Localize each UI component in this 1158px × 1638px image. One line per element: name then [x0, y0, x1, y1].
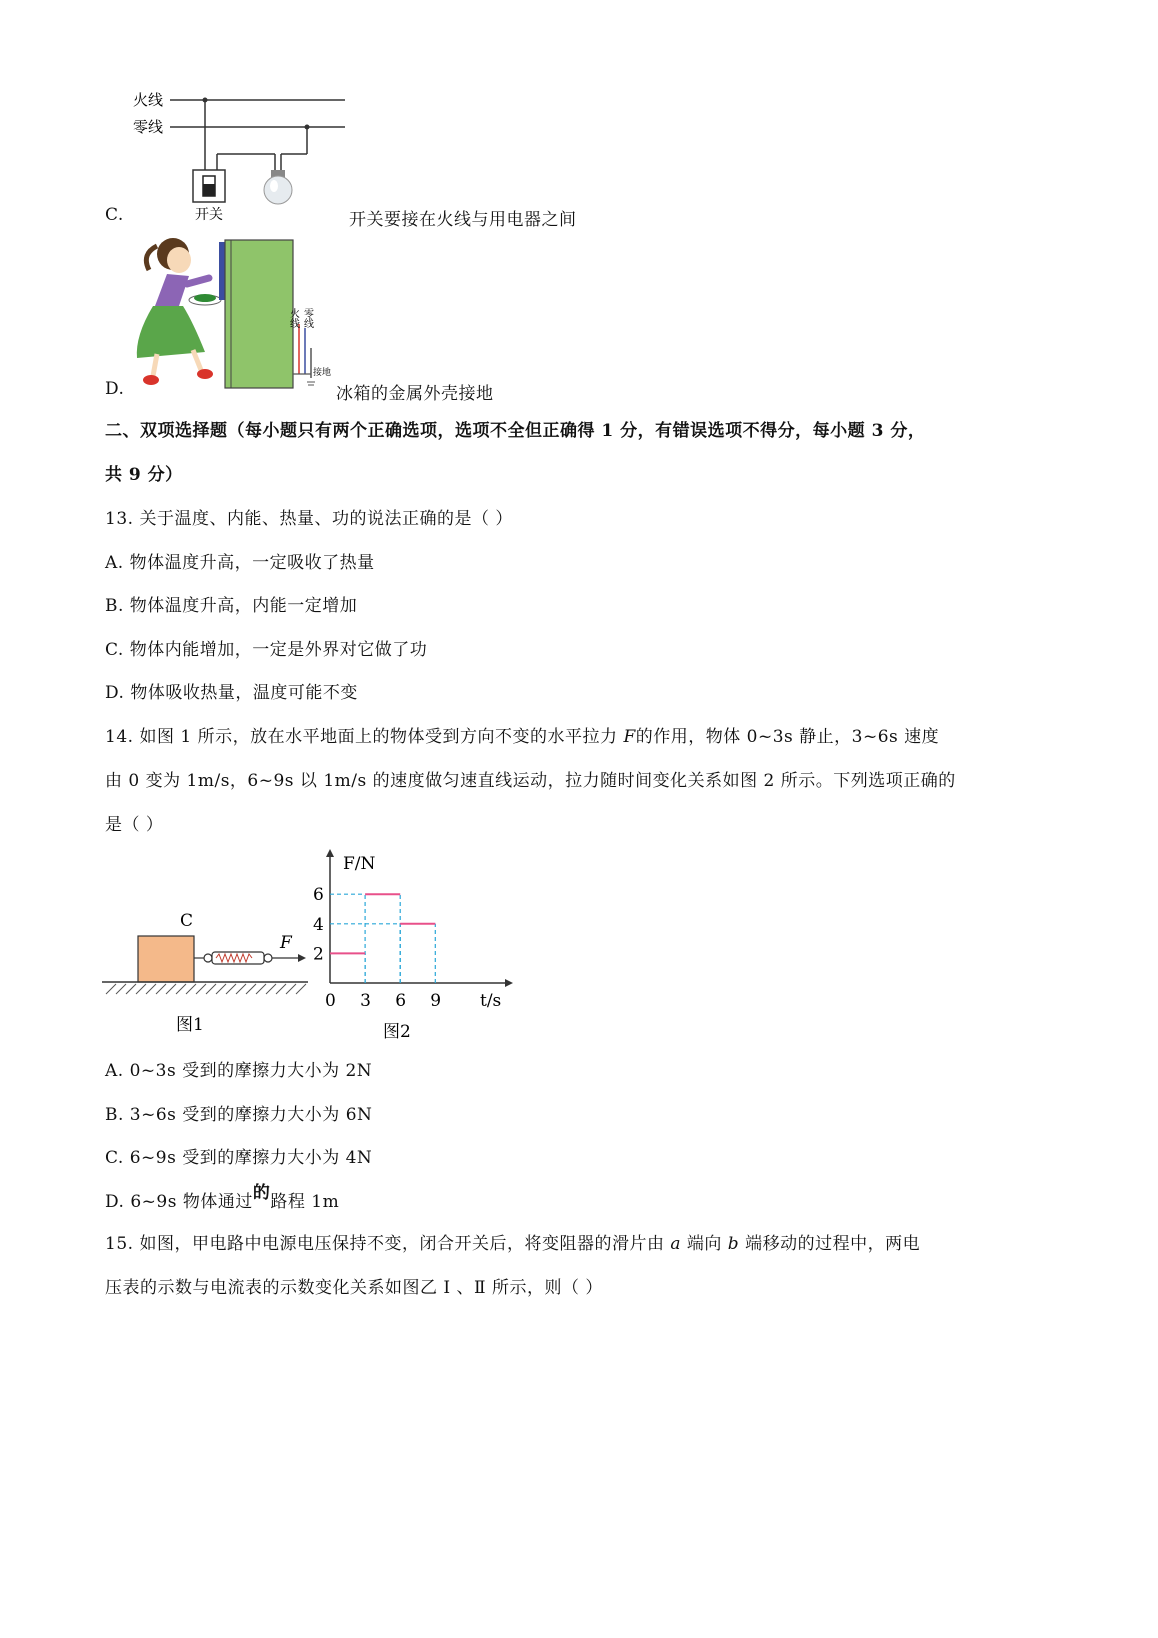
- y-axis-label: F/N: [343, 854, 376, 874]
- q14-stem-line1: 14. 如图 1 所示，放在水平地面上的物体受到方向不变的水平拉力 F的作用，物体 0~3s 静止，3~6s 速度: [105, 727, 940, 747]
- y-tick-label: 6: [313, 885, 324, 906]
- section-heading-cont: 共 9 分）: [105, 465, 183, 485]
- live-wire-label: 火线: [133, 91, 164, 109]
- option-d-text: 冰箱的金属外壳接地: [336, 384, 494, 404]
- ground-label: 接地: [313, 368, 332, 378]
- x-tick-label: 3: [360, 991, 371, 1011]
- force-arrow-icon: [272, 954, 306, 962]
- q14-option-b: B. 3~6s 受到的摩擦力大小为 6N: [105, 1105, 373, 1125]
- q13-option-a: A. 物体温度升高，一定吸收了热量: [105, 553, 375, 573]
- q15-stem-line2: 压表的示数与电流表的示数变化关系如图乙 Ⅰ 、Ⅱ 所示，则（ ）: [105, 1278, 603, 1298]
- fridge-wiring: [293, 324, 315, 385]
- q13-option-d: D. 物体吸收热量，温度可能不变: [105, 683, 358, 703]
- q14-option-a: A. 0~3s 受到的摩擦力大小为 2N: [105, 1061, 373, 1081]
- refrigerator-icon: [219, 240, 293, 388]
- force-label: F: [280, 933, 292, 953]
- y-axis-arrow-icon: [326, 849, 334, 857]
- block: [138, 936, 194, 982]
- circuit-diagram: [125, 88, 365, 228]
- fridge-neutral-label: 零线: [301, 308, 313, 328]
- x-tick-label: 0: [325, 991, 336, 1011]
- q14-stem-line2: 由 0 变为 1m/s，6~9s 以 1m/s 的速度做匀速直线运动，拉力随时间变化关系如图 2 所示。下列选项正确的: [105, 771, 956, 791]
- fridge-grounding-illustration: [127, 236, 337, 396]
- ground-hatching: [106, 984, 306, 994]
- block-label: C: [180, 911, 194, 931]
- figure-2-chart: [305, 845, 515, 1045]
- y-tick-label: 4: [313, 914, 324, 935]
- girl-illustration: [137, 238, 221, 385]
- figure-1: [100, 900, 315, 1040]
- x-tick-label: 6: [395, 991, 407, 1011]
- q13-option-b: B. 物体温度升高，内能一定增加: [105, 596, 358, 616]
- q14-option-d: D. 6~9s 物体通过的路程 1m: [105, 1183, 340, 1212]
- figure-1-caption: 图1: [176, 1015, 204, 1035]
- figure-2-caption: 图2: [383, 1022, 411, 1042]
- q14-stem-line3: 是（ ）: [105, 815, 164, 835]
- fridge-live-label: 火线: [287, 308, 299, 328]
- switch-label: 开关: [195, 207, 223, 223]
- x-axis-label: t/s: [480, 991, 502, 1011]
- wall-switch-icon: [193, 170, 225, 202]
- y-tick-label: 2: [313, 944, 324, 965]
- option-c-text: 开关要接在火线与用电器之间: [349, 210, 577, 230]
- neutral-wire-label: 零线: [133, 118, 164, 136]
- x-axis-arrow-icon: [505, 979, 513, 987]
- x-tick-label: 9: [430, 991, 442, 1011]
- q13-option-c: C. 物体内能增加，一定是外界对它做了功: [105, 640, 428, 660]
- q14-option-c: C. 6~9s 受到的摩擦力大小为 4N: [105, 1148, 373, 1168]
- q15-stem-line1: 15. 如图，甲电路中电源电压保持不变，闭合开关后，将变阻器的滑片由 a 端向 b 端移动的过程中，两电: [105, 1234, 921, 1254]
- section-heading: 二、双项选择题（每小题只有两个正确选项，选项不全但正确得 1 分，有错误选项不得分，每小题 3 分，: [105, 421, 926, 441]
- light-bulb-icon: [264, 170, 292, 204]
- spring-scale-icon: [194, 952, 272, 964]
- q13-stem: 13. 关于温度、内能、热量、功的说法正确的是（ ）: [105, 509, 513, 529]
- option-d-letter: D.: [105, 379, 125, 399]
- option-c-letter: C.: [105, 205, 124, 225]
